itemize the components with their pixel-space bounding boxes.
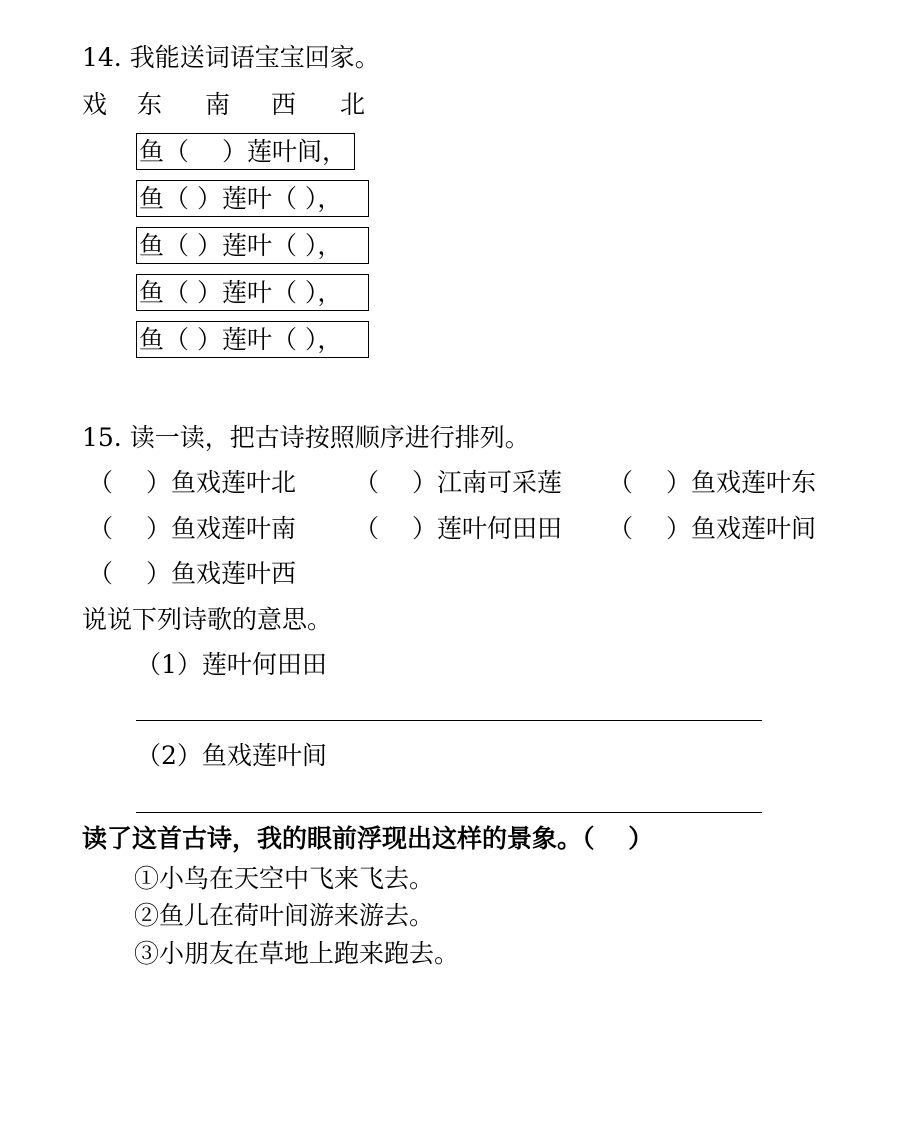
answer-line-2[interactable] bbox=[136, 812, 762, 813]
answer-line-1[interactable] bbox=[136, 720, 762, 721]
q14-title: 14. 我能送词语宝宝回家。 bbox=[82, 43, 380, 72]
q14-word-1: 戏 bbox=[82, 90, 108, 119]
q14-box-3-text: 鱼（ ）莲叶（ ）， bbox=[139, 231, 343, 260]
choice-question: 读了这首古诗，我的眼前浮现出这样的景象。（ ） bbox=[82, 824, 654, 853]
q14-box-4-text: 鱼（ ）莲叶（ ）， bbox=[139, 278, 343, 307]
q14-word-2: 东 bbox=[137, 90, 163, 119]
sub-question-2: （2）鱼戏莲叶间 bbox=[136, 741, 327, 770]
q15-item-7: （ ）鱼戏莲叶西 bbox=[88, 559, 296, 588]
q15-item-5: （ ）莲叶何田田 bbox=[354, 514, 562, 543]
q15-item-6: （ ）鱼戏莲叶间 bbox=[608, 514, 816, 543]
q15-item-1: （ ）鱼戏莲叶北 bbox=[88, 468, 296, 497]
sub-question-1: （1）莲叶何田田 bbox=[136, 650, 327, 679]
q14-box-4 bbox=[136, 274, 369, 311]
option-2: ②鱼儿在荷叶间游来游去。 bbox=[134, 901, 435, 930]
option-3: ③小朋友在草地上跑来跑去。 bbox=[134, 939, 460, 968]
q14-word-3: 南 bbox=[205, 90, 231, 119]
q14-word-4: 西 bbox=[271, 90, 297, 119]
q14-box-2-text: 鱼（ ）莲叶（ ）， bbox=[139, 184, 343, 213]
q15-item-3: （ ）鱼戏莲叶东 bbox=[608, 468, 816, 497]
q14-box-1-text: 鱼（ ）莲叶间， bbox=[139, 137, 347, 166]
q15-item-4: （ ）鱼戏莲叶南 bbox=[88, 514, 296, 543]
q14-box-5-text: 鱼（ ）莲叶（ ）， bbox=[139, 325, 343, 354]
q15-title: 15. 读一读，把古诗按照顺序进行排列。 bbox=[82, 423, 530, 452]
q14-box-2 bbox=[136, 180, 369, 217]
q15-item-2: （ ）江南可采莲 bbox=[354, 468, 562, 497]
q14-box-5 bbox=[136, 321, 369, 358]
option-1: ①小鸟在天空中飞来飞去。 bbox=[134, 864, 435, 893]
q14-box-3 bbox=[136, 227, 369, 264]
meaning-prompt: 说说下列诗歌的意思。 bbox=[82, 605, 333, 634]
q14-box-1 bbox=[136, 133, 355, 170]
q14-word-5: 北 bbox=[340, 90, 366, 119]
